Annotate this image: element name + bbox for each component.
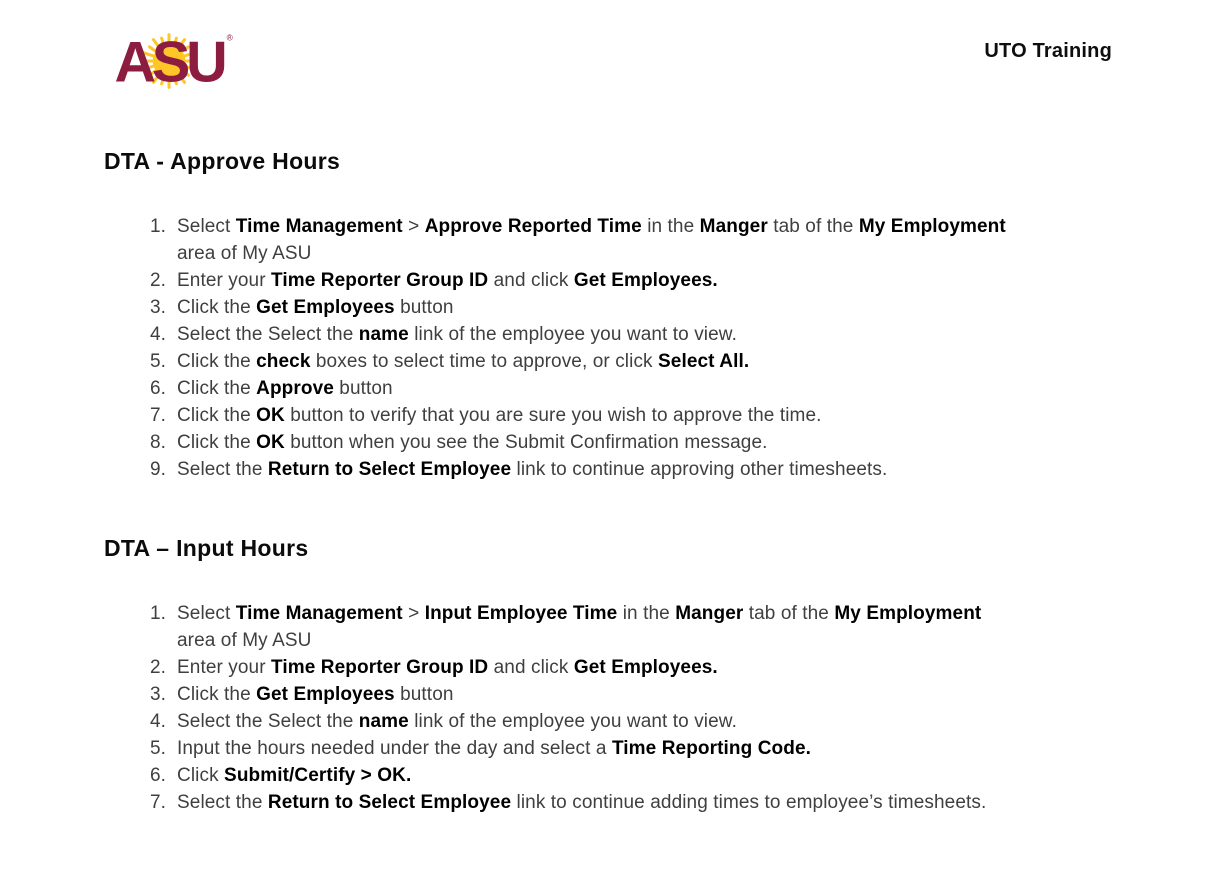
step-text: link to continue adding times to employee’s timesheets. <box>511 792 987 813</box>
step-bold-text: Get Employees. <box>573 270 718 291</box>
step-bold-text: Approve <box>256 378 334 399</box>
step-bold-text: Manger <box>699 216 768 237</box>
registered-mark: ® <box>226 32 233 43</box>
step-bold-text: Time Management <box>235 216 403 237</box>
step-bold-text: name <box>358 324 409 345</box>
step-bold-text: Get Employees <box>256 297 395 318</box>
step-text: and click <box>488 270 574 291</box>
step-text: and click <box>488 657 574 678</box>
step-item <box>150 789 1012 816</box>
step-bold-text: Time Management <box>235 603 403 624</box>
step-text: Click the <box>177 351 257 372</box>
step-item <box>150 375 1012 402</box>
step-item <box>150 213 1012 267</box>
step-text: Input the hours needed under the day and select a <box>177 738 612 759</box>
section-heading-approve-hours: DTA - Approve Hours <box>104 148 341 174</box>
step-item <box>150 708 1012 735</box>
step-item <box>150 267 1012 294</box>
step-item <box>150 429 1012 456</box>
step-text: link to continue approving other timesheets. <box>511 459 888 480</box>
step-text: button <box>394 684 454 705</box>
step-bold-text: Time Reporter Group ID <box>271 270 489 291</box>
step-item <box>150 681 1012 708</box>
step-text: area of My ASU <box>177 630 312 651</box>
step-text: Enter your <box>177 270 272 291</box>
asu-logo <box>103 30 235 92</box>
step-text: button to verify that you are sure you wish to approve the time. <box>284 405 822 426</box>
step-item <box>150 456 1012 483</box>
step-text: link of the employee you want to view. <box>408 324 737 345</box>
step-bold-text: Select All. <box>658 351 750 372</box>
step-text: Select the Select the <box>177 324 359 345</box>
step-text: Select <box>177 216 236 237</box>
step-item <box>150 762 1012 789</box>
step-text: button when you see the Submit Confirmation message. <box>284 432 768 453</box>
step-text: Enter your <box>177 657 272 678</box>
step-bold-text: OK <box>256 405 285 426</box>
step-text: boxes to select time to approve, or click <box>310 351 659 372</box>
step-item <box>150 735 1012 762</box>
page-header <box>0 0 1209 92</box>
step-bold-text: Return to Select Employee <box>267 792 512 813</box>
step-bold-text: Approve Reported Time <box>424 216 642 237</box>
step-text: tab of the <box>743 603 835 624</box>
step-text: Click the <box>177 684 257 705</box>
step-item <box>150 654 1012 681</box>
section-approve-hours <box>104 148 1209 483</box>
section-input-hours <box>104 535 1209 816</box>
step-text: in the <box>641 216 700 237</box>
step-text: Click the <box>177 432 257 453</box>
step-bold-text: Time Reporter Group ID <box>271 657 489 678</box>
document-content <box>0 148 1209 816</box>
step-text: button <box>333 378 393 399</box>
step-text: Select <box>177 603 236 624</box>
step-item <box>150 402 1012 429</box>
step-bold-text: Input Employee Time <box>424 603 618 624</box>
step-bold-text: Get Employees <box>256 684 395 705</box>
step-text: Select the <box>177 792 268 813</box>
step-item <box>150 294 1012 321</box>
step-item <box>150 321 1012 348</box>
step-text: > <box>402 603 425 624</box>
step-bold-text: Return to Select Employee <box>267 459 512 480</box>
step-bold-text: My Employment <box>834 603 982 624</box>
step-text: tab of the <box>767 216 859 237</box>
step-text: Click the <box>177 405 257 426</box>
step-item <box>150 348 1012 375</box>
asu-logo-graphic <box>103 30 235 92</box>
step-text: in the <box>617 603 676 624</box>
step-bold-text: Time Reporting Code. <box>611 738 811 759</box>
step-bold-text: Get Employees. <box>573 657 718 678</box>
asu-logo-letters: ASU <box>114 30 224 92</box>
step-bold-text: Submit/Certify > OK. <box>224 765 412 786</box>
input-hours-steps <box>104 600 1209 816</box>
step-bold-text: OK <box>256 432 285 453</box>
step-text: link of the employee you want to view. <box>408 711 737 732</box>
step-text: Select the Select the <box>177 711 359 732</box>
step-item <box>150 600 1012 654</box>
doc-label: UTO Training <box>984 40 1112 62</box>
step-text: > <box>402 216 425 237</box>
step-bold-text: My Employment <box>858 216 1006 237</box>
step-bold-text: Manger <box>675 603 744 624</box>
step-text: Click the <box>177 297 257 318</box>
step-text: Select the <box>177 459 268 480</box>
step-bold-text: check <box>256 351 311 372</box>
step-text: Click <box>177 765 225 786</box>
section-heading-input-hours: DTA – Input Hours <box>104 535 309 561</box>
approve-hours-steps <box>104 213 1209 483</box>
step-bold-text: name <box>358 711 409 732</box>
step-text: area of My ASU <box>177 243 312 264</box>
step-text: button <box>394 297 454 318</box>
step-text: Click the <box>177 378 257 399</box>
